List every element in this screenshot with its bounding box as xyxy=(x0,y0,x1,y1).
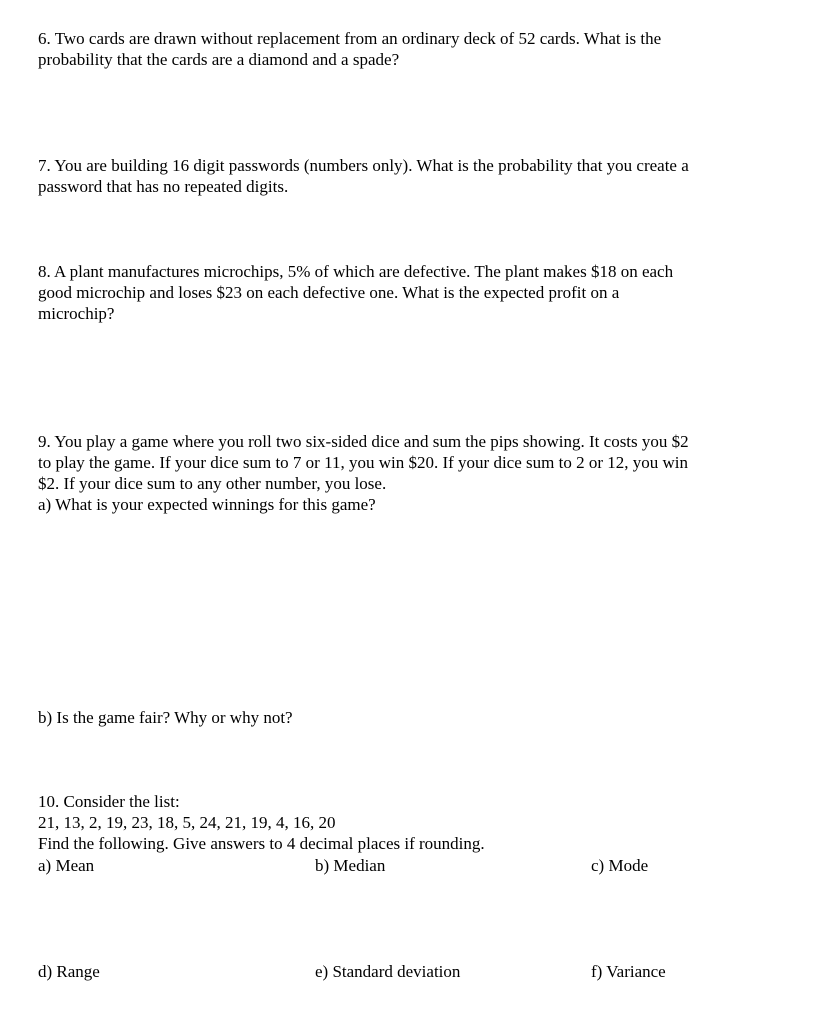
question-6-line-2: probability that the cards are a diamond and a spade? xyxy=(38,50,400,69)
question-9-part-b: b) Is the game fair? Why or why not? xyxy=(38,708,293,727)
question-8-line-3: microchip? xyxy=(38,304,115,323)
question-6-line-1: 6. Two cards are drawn without replacement from an ordinary deck of 52 cards. What is the xyxy=(38,29,662,48)
question-10-instruction: Find the following. Give answers to 4 decimal places if rounding. xyxy=(38,834,485,853)
question-8-line-1: 8. A plant manufactures microchips, 5% of which are defective. The plant makes $18 on each xyxy=(38,262,674,281)
question-10-part-b: b) Median xyxy=(315,856,386,875)
question-9-line-3: $2. If your dice sum to any other number, you lose. xyxy=(38,474,387,493)
question-10-part-c: c) Mode xyxy=(591,856,649,875)
question-9-line-2: to play the game. If your dice sum to 7 or 11, you win $20. If your dice sum to 2 or 12, you win xyxy=(38,453,688,472)
question-10-part-e: e) Standard deviation xyxy=(315,962,461,981)
question-8-line-2: good microchip and loses $23 on each defective one. What is the expected profit on a xyxy=(38,283,620,302)
question-10-list: 21, 13, 2, 19, 23, 18, 5, 24, 21, 19, 4, 16, 20 xyxy=(38,813,336,832)
question-10-part-a: a) Mean xyxy=(38,856,95,875)
question-10-line-1: 10. Consider the list: xyxy=(38,792,180,811)
question-7-line-2: password that has no repeated digits. xyxy=(38,177,289,196)
question-7-line-1: 7. You are building 16 digit passwords (numbers only). What is the probability that you create a xyxy=(38,156,689,175)
question-9-line-1: 9. You play a game where you roll two six-sided dice and sum the pips showing. It costs you $2 xyxy=(38,432,689,451)
question-9-part-a: a) What is your expected winnings for this game? xyxy=(38,495,376,514)
question-10-part-f: f) Variance xyxy=(591,962,666,981)
question-10-part-d: d) Range xyxy=(38,962,100,981)
